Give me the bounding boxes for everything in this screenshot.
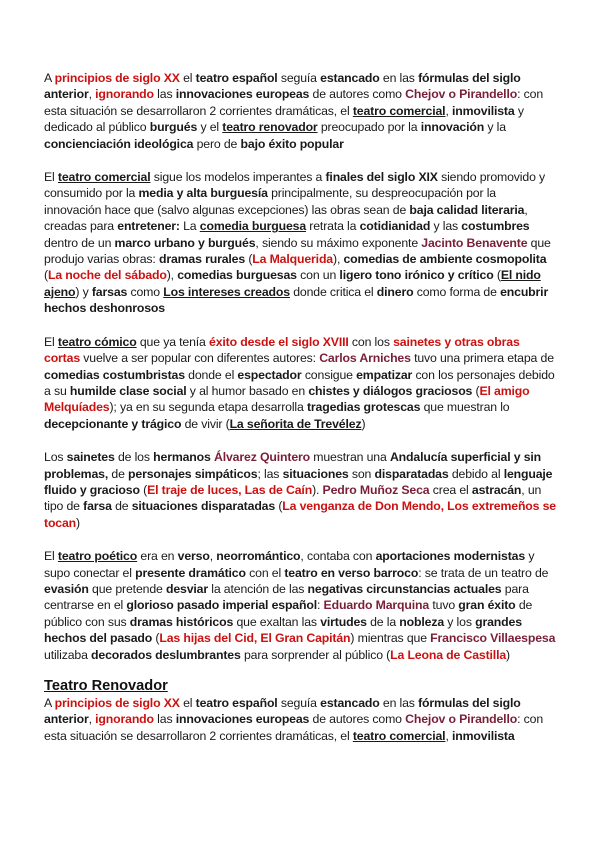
text-run: , contaba con	[300, 549, 376, 564]
bold-text: dramas rurales	[158, 252, 246, 267]
paragraph-intro	[44, 70, 556, 152]
document-page	[44, 70, 556, 744]
text-run: ),	[333, 252, 344, 267]
highlight-red: principios de siglo XX	[54, 696, 180, 710]
bold-text: baja calidad literaria	[409, 202, 525, 217]
text-run: y los	[444, 614, 476, 629]
text-run: de vivir (	[181, 416, 230, 431]
text-run: pero de	[193, 136, 241, 151]
author-name: Jacinto Benavente	[421, 235, 528, 250]
highlight-red: El traje de luces, Las de Caín	[147, 482, 313, 497]
text-run: preocupado por la	[317, 120, 421, 135]
text-run: retrata la	[306, 219, 360, 234]
text-run: son	[348, 466, 375, 481]
bold-text: evasión	[44, 581, 89, 596]
bold-text: verso	[177, 549, 210, 564]
text-run: : con esta situación se desarrollaron 2 corrientes dramáticas, el	[44, 87, 544, 118]
text-run: para centrarse en el	[44, 581, 529, 613]
text-run: muestran una	[310, 450, 390, 465]
text-run: de la	[366, 614, 400, 629]
highlight-red: ignorando	[95, 87, 154, 102]
text-run: El	[44, 549, 58, 564]
paragraph-teatro-comico	[44, 334, 556, 432]
underlined-term: teatro cómico	[57, 334, 137, 349]
underlined-term: comedia burguesa	[199, 219, 307, 234]
text-run: (	[493, 268, 501, 283]
bold-text: ligero tono irónico y crítico	[339, 268, 494, 283]
text-run: que exaltan las	[233, 614, 321, 629]
bold-text: inmovilista	[451, 103, 515, 118]
text-run: y las	[430, 219, 462, 234]
text-run: de	[111, 499, 132, 514]
highlight-red: La Leona de Castilla	[390, 647, 507, 662]
text-run: ,	[209, 549, 217, 564]
author-name: Álvarez Quintero	[214, 450, 310, 465]
text-run: debido al	[448, 466, 504, 481]
bold-text: teatro español	[195, 696, 278, 710]
bold-text: cotidianidad	[359, 219, 431, 234]
bold-text: glorioso pasado imperial español	[126, 598, 317, 613]
bold-text: desviar	[165, 581, 208, 596]
text-run: Los	[44, 450, 67, 465]
text-run: crea el	[429, 482, 472, 497]
text-run: )	[76, 515, 80, 530]
highlight-red: principios de siglo XX	[54, 71, 180, 85]
highlight-red: sainetes y otras obras cortas	[44, 334, 520, 366]
underlined-term: El nido ajeno	[44, 268, 541, 299]
bold-text: aportaciones modernistas	[375, 549, 526, 564]
text-run: :	[317, 598, 324, 613]
text-run: tuvo una primera etapa de	[410, 351, 554, 366]
text-run: ,	[88, 712, 96, 727]
text-run: y al humor basado en	[186, 383, 309, 398]
text-run: , un tipo de	[44, 482, 542, 514]
text-run: (	[152, 631, 160, 646]
text-run: tuvo	[429, 598, 459, 613]
text-run: utilizaba	[44, 647, 92, 662]
author-name: Chejov o Pirandello	[405, 712, 518, 727]
text-run: con los personajes debido a su	[44, 367, 555, 398]
bold-text: nobleza	[399, 614, 445, 629]
text-run: las	[153, 712, 176, 727]
bold-text: disparatadas	[374, 466, 449, 481]
author-name: Chejov o Pirandello	[405, 87, 518, 102]
bold-text: decorados deslumbrantes	[91, 647, 241, 662]
text-run: El	[44, 334, 58, 349]
bold-text: bajo éxito popular	[240, 136, 344, 151]
text-run: ); ya en su segunda etapa desarrolla	[109, 400, 307, 415]
bold-text: teatro en verso barroco	[284, 565, 419, 580]
bold-text: concienciación ideológica	[44, 136, 194, 151]
text-run: (	[245, 252, 253, 267]
text-run: (	[139, 482, 148, 497]
text-run: A	[44, 71, 55, 85]
highlight-red: El amigo Melquíades	[44, 383, 530, 415]
paragraph-renovador-intro	[44, 695, 556, 744]
bold-text: finales del siglo XIX	[325, 170, 438, 185]
text-run: el	[179, 71, 196, 85]
text-run: de autores como	[309, 87, 406, 102]
underlined-term: Los intereses creados	[163, 284, 290, 299]
text-run: seguía	[277, 71, 321, 85]
text-run: y el	[197, 120, 223, 135]
highlight-red: La noche del sábado	[47, 268, 167, 283]
underlined-term: teatro comercial	[352, 728, 446, 743]
bold-text: comedias burguesas	[177, 268, 297, 283]
text-run: : con esta situación se desarrollaron 2 corrientes dramáticas, el	[44, 712, 544, 743]
text-run: consigue	[301, 367, 357, 382]
text-run: como forma de	[413, 284, 501, 299]
bold-text: marco urbano y burgués	[114, 235, 256, 250]
text-run: con el	[245, 565, 285, 580]
bold-text: estancado	[320, 696, 380, 710]
highlight-red: ignorando	[95, 712, 154, 727]
text-run: : se trata de un teatro de	[418, 565, 549, 580]
section-heading-teatro-renovador: Teatro Renovador	[44, 678, 168, 694]
text-run: principalmente, su despreocupación por la innovación hace que (salvo algunas excepciones) las obras sean de	[44, 186, 496, 217]
bold-text: situaciones disparatadas	[131, 499, 276, 514]
text-run: ) mientras que	[350, 631, 431, 646]
bold-text: Andalucía superficial y sin problemas,	[44, 450, 542, 481]
text-run: ; las	[257, 466, 283, 481]
text-run: que pretende	[88, 581, 166, 596]
text-run: siendo promovido y consumido por la	[44, 170, 546, 201]
bold-text: gran éxito	[458, 598, 516, 613]
bold-text: dramas históricos	[129, 614, 234, 629]
text-run: para sorprender al público (	[240, 647, 391, 662]
text-run: ,	[445, 103, 452, 118]
highlight-red: La Malquerida	[252, 252, 333, 267]
text-run: ),	[166, 268, 178, 283]
bold-text: estancado	[320, 71, 380, 85]
bold-text: burgués	[149, 120, 198, 135]
bold-text: espectador	[237, 367, 302, 382]
text-run: sigue los modelos imperantes a	[150, 170, 326, 185]
bold-text: innovaciones europeas	[175, 87, 310, 102]
paragraph-teatro-poetico	[44, 548, 556, 663]
text-run: )	[506, 647, 510, 662]
underlined-term: La señorita de Trevélez	[229, 416, 362, 431]
bold-text: tragedias grotescas	[306, 400, 421, 415]
text-run: que ya tenía	[136, 334, 210, 349]
bold-text: teatro español	[195, 71, 278, 85]
text-run: vuelve a ser popular con diferentes autores:	[80, 351, 320, 366]
text-run: de	[108, 466, 129, 481]
text-run: que muestran lo	[420, 400, 510, 415]
paragraph-teatro-comercial	[44, 169, 556, 317]
bold-text: entretener:	[117, 219, 180, 234]
text-run: ,	[445, 728, 452, 743]
text-run: en las	[379, 696, 419, 710]
text-run: el	[179, 696, 196, 710]
text-run: ,	[88, 87, 96, 102]
bold-text: empatizar	[356, 367, 413, 382]
bold-text: virtudes	[320, 614, 367, 629]
bold-text: decepcionante y trágico	[44, 416, 182, 431]
bold-text: comedias costumbristas	[44, 367, 185, 382]
text-run: con un	[296, 268, 340, 283]
bold-text: personajes simpáticos	[128, 466, 258, 481]
bold-text: situaciones	[282, 466, 349, 481]
bold-text: fórmulas del siglo anterior	[44, 71, 521, 102]
bold-text: neorromántico	[216, 549, 301, 564]
bold-text: grandes hechos del pasado	[44, 614, 522, 646]
highlight-red: Las hijas del Cid, El Gran Capitán	[159, 631, 351, 646]
text-run: con los	[348, 334, 394, 349]
text-run: ) y	[75, 284, 92, 299]
text-run: )	[361, 416, 366, 431]
text-run: y supo conectar el	[44, 549, 535, 580]
bold-text: farsas	[91, 284, 128, 299]
bold-text: media y alta burguesía	[138, 186, 268, 201]
text-run: La	[179, 219, 200, 234]
text-run: (	[275, 499, 283, 514]
bold-text: innovación	[420, 120, 485, 135]
text-run: , creadas para	[44, 202, 528, 234]
text-run: de autores como	[309, 712, 406, 727]
text-run: ).	[312, 482, 323, 497]
underlined-term: teatro comercial	[57, 170, 151, 185]
text-run: dentro de un	[44, 235, 115, 250]
bold-text: innovaciones europeas	[175, 712, 310, 727]
text-run: en las	[379, 71, 419, 85]
bold-text: inmovilista	[451, 728, 515, 743]
bold-text: sainetes	[66, 450, 115, 465]
text-run: seguía	[277, 696, 321, 710]
author-name: Eduardo Marquina	[323, 598, 430, 613]
text-run: (	[472, 383, 480, 398]
bold-text: comedias de ambiente cosmopolita	[343, 252, 547, 267]
bold-text: chistes y diálogos graciosos	[308, 383, 473, 398]
text-run: y dedicado al público	[44, 103, 524, 135]
text-run: , siendo su máximo exponente	[255, 235, 422, 250]
bold-text: negativas circunstancias actuales	[307, 581, 502, 596]
author-name: Francisco Villaespesa	[430, 631, 556, 646]
bold-text: encubrir hechos deshonrosos	[44, 284, 549, 316]
text-run: de público con sus	[44, 598, 533, 629]
bold-text: dinero	[376, 284, 414, 299]
bold-text: fórmulas del siglo anterior	[44, 696, 521, 727]
highlight-red: éxito desde el siglo XVIII	[209, 334, 349, 349]
text-run: (	[44, 268, 48, 283]
text-run: donde critica el	[289, 284, 377, 299]
underlined-term: teatro renovador	[222, 120, 318, 135]
highlight-red: La venganza de Don Mendo, Los extremeños se tocan	[44, 499, 556, 530]
author-name: Carlos Arniches	[319, 351, 411, 366]
text-run: la atención de las	[208, 581, 308, 596]
underlined-term: teatro poético	[57, 549, 138, 564]
text-run: como	[127, 284, 164, 299]
bold-text: costumbres	[461, 219, 530, 234]
bold-text: humilde clase social	[69, 383, 187, 398]
text-run: era en	[137, 549, 178, 564]
text-run: donde el	[184, 367, 238, 382]
paragraph-sainetes	[44, 449, 556, 531]
bold-text: astracán	[471, 482, 522, 497]
bold-text: presente dramático	[135, 565, 246, 580]
text-run: de los	[114, 450, 154, 465]
bold-text: lenguaje fluido y gracioso	[44, 466, 553, 497]
bold-text: farsa	[83, 499, 112, 514]
text-run: y la	[484, 120, 506, 135]
text-run: las	[153, 87, 176, 102]
text-run: El	[44, 170, 58, 185]
text-run: que produjo varias obras:	[44, 235, 551, 267]
author-name: Pedro Muñoz Seca	[322, 482, 430, 497]
text-run: A	[44, 696, 55, 710]
bold-text: hermanos	[153, 450, 211, 465]
underlined-term: teatro comercial	[352, 103, 446, 118]
